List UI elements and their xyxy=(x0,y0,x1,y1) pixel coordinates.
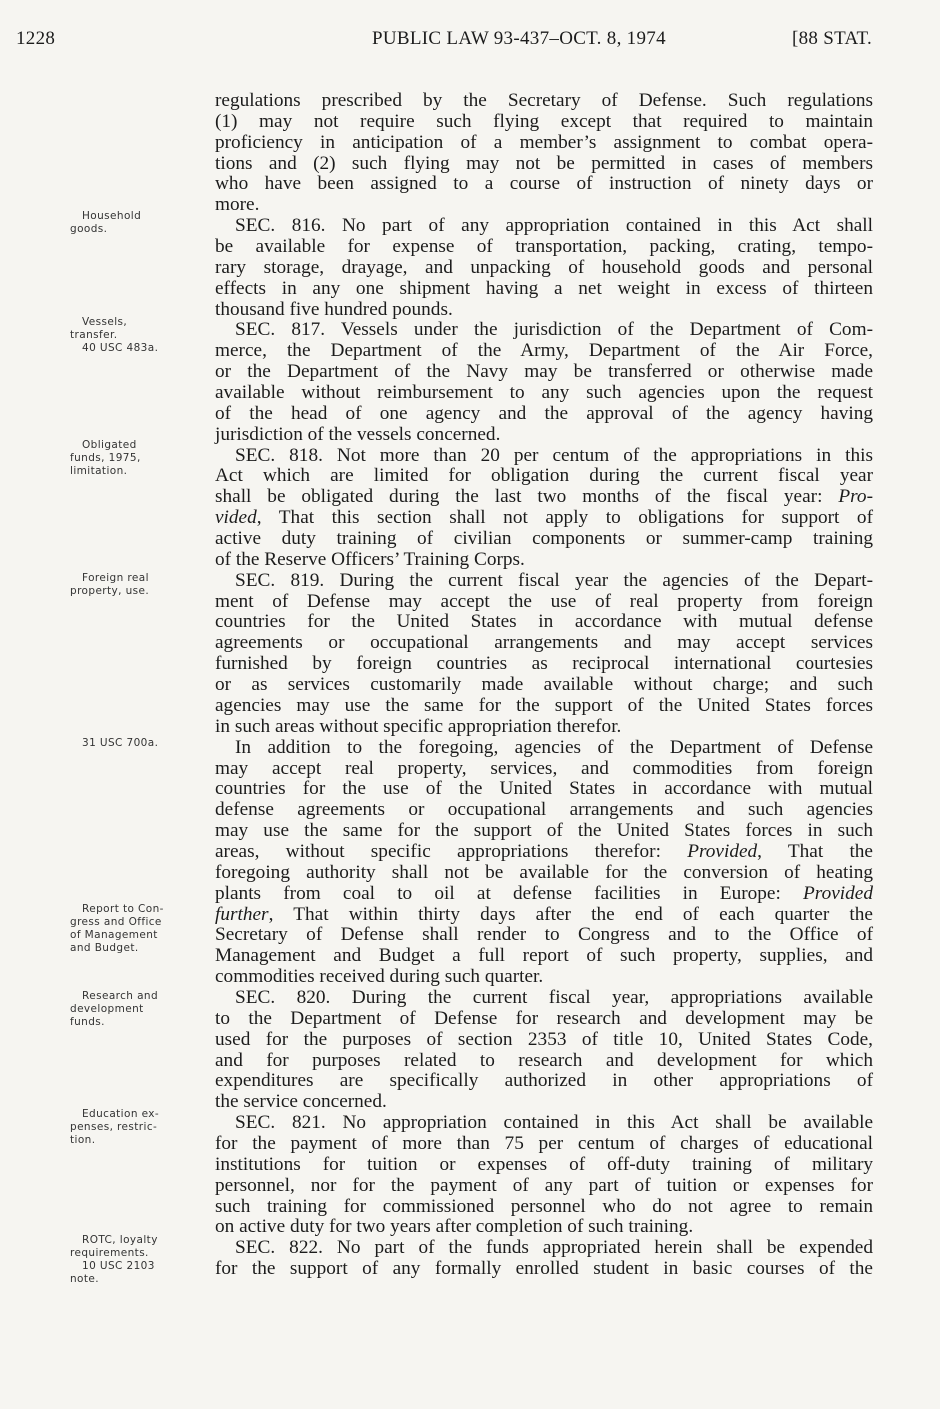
margin-note-line: and Budget. xyxy=(70,942,139,954)
text-segment: ment of Defense may accept the use of real property from foreign xyxy=(215,590,873,612)
margin-note-report-to-congress xyxy=(70,903,200,955)
text-line xyxy=(215,1197,873,1218)
margin-note-rotc-loyalty xyxy=(70,1234,200,1286)
text-line xyxy=(215,800,873,821)
text-segment: , That within thirty days after the end of each quarter the xyxy=(268,903,873,925)
margin-note-education-expenses xyxy=(70,1108,200,1147)
text-line xyxy=(215,592,873,613)
text-line xyxy=(215,446,873,467)
text-line xyxy=(215,696,873,717)
italic-text: Provided xyxy=(803,882,873,904)
text-line xyxy=(215,1009,873,1030)
text-segment: more. xyxy=(215,194,260,216)
text-line xyxy=(215,362,873,383)
text-segment: (1) may not require such flying except that required to maintain xyxy=(215,110,873,132)
text-line xyxy=(215,112,873,133)
margin-note-line: Education ex- xyxy=(82,1108,160,1120)
text-line xyxy=(215,508,873,529)
margin-note-household-goods xyxy=(70,210,200,236)
text-segment: foregoing authority shall not be available for the conversion of heating xyxy=(215,861,873,883)
text-line xyxy=(215,466,873,487)
text-segment: , That this section shall not apply to obligations for support of xyxy=(256,507,873,529)
text-segment: or as services customarily made available without charge; and such xyxy=(215,674,873,696)
text-segment: SEC. 822. No part of the funds appropriated herein shall be expended xyxy=(235,1237,873,1259)
text-line xyxy=(215,1155,873,1176)
text-line xyxy=(215,1217,873,1238)
text-segment: In addition to the foregoing, agencies of the Department of Defense xyxy=(235,736,873,758)
text-line xyxy=(215,341,873,362)
text-line xyxy=(215,967,873,988)
italic-text: vided xyxy=(215,507,257,529)
text-segment: jurisdiction of the vessels concerned. xyxy=(215,423,501,445)
text-segment: countries for the use of the United States in accordance with mutual xyxy=(215,778,873,800)
margin-note-line: gress and Office xyxy=(70,916,162,928)
text-segment: agencies may use the same for the support of the United States forces xyxy=(215,694,873,716)
margin-note-line: requirements. xyxy=(70,1247,149,1259)
text-line xyxy=(215,1176,873,1197)
text-line xyxy=(215,174,873,195)
text-line xyxy=(215,925,873,946)
text-segment: rary storage, drayage, and unpacking of household goods and personal xyxy=(215,256,873,278)
text-line xyxy=(215,279,873,300)
text-segment: the service concerned. xyxy=(215,1091,387,1113)
margin-note-foreign-real-property xyxy=(70,572,200,598)
text-line xyxy=(215,863,873,884)
text-line xyxy=(215,550,873,571)
text-line xyxy=(215,571,873,592)
text-segment: be available for expense of transportation, packing, crating, tempo- xyxy=(215,236,873,258)
text-line xyxy=(215,738,873,759)
text-segment: defense agreements or occupational arrangements and such agencies xyxy=(215,799,873,821)
text-line xyxy=(215,821,873,842)
text-line xyxy=(215,133,873,154)
margin-note-line: property, use. xyxy=(70,585,150,597)
text-segment: to the Department of Defense for research and development may be xyxy=(215,1007,873,1029)
text-line xyxy=(215,300,873,321)
text-line xyxy=(215,258,873,279)
margin-note-line: tion. xyxy=(70,1134,96,1146)
text-line xyxy=(215,675,873,696)
text-segment: tions and (2) such flying may not be permitted in cases of members xyxy=(215,152,873,174)
text-line xyxy=(215,633,873,654)
text-segment: areas, without specific appropriations therefor: xyxy=(215,840,688,862)
text-segment: used for the purposes of section 2353 of title 10, United States Code, xyxy=(215,1028,873,1050)
margin-note-line: ROTC, loyalty xyxy=(82,1234,158,1246)
margin-note-line: Report to Con- xyxy=(82,903,164,915)
text-line xyxy=(215,487,873,508)
margin-note-line: goods. xyxy=(70,223,108,235)
text-segment: SEC. 819. During the current fiscal year the agencies of the Depart- xyxy=(235,569,873,591)
text-line xyxy=(215,1113,873,1134)
text-line xyxy=(215,654,873,675)
margin-note-line: funds. xyxy=(70,1016,105,1028)
text-line xyxy=(215,1051,873,1072)
text-line xyxy=(215,425,873,446)
text-segment: personnel, nor for the payment of any part of tuition or expenses for xyxy=(215,1174,873,1196)
body-text xyxy=(215,91,873,1280)
text-line xyxy=(215,195,873,216)
text-line xyxy=(215,91,873,112)
text-segment: and for purposes related to research and development for which xyxy=(215,1049,873,1071)
margin-note-line: Vessels, xyxy=(82,316,128,328)
text-segment: SEC. 820. During the current fiscal year, appropriations available xyxy=(235,986,873,1008)
text-segment: SEC. 818. Not more than 20 per centum of the appropriations in this xyxy=(235,444,873,466)
margin-note-line: 40 USC 483a. xyxy=(82,342,159,354)
margin-note-obligated-funds xyxy=(70,439,200,478)
margin-note-line: 31 USC 700a. xyxy=(82,737,159,749)
text-segment: for the support of any formally enrolled student in basic courses of the xyxy=(215,1258,873,1280)
text-segment: who have been assigned to a course of instruction of ninety days or xyxy=(215,173,873,195)
text-line xyxy=(215,842,873,863)
margin-note-vessels-transfer xyxy=(70,316,200,355)
text-segment: proficiency in anticipation of a member’s assignment to combat opera- xyxy=(215,131,873,153)
margin-note-line: Foreign real xyxy=(82,572,149,584)
margin-note-line: Research and xyxy=(82,990,159,1002)
margin-note-line: funds, 1975, xyxy=(70,452,141,464)
text-segment: in such areas without specific appropriation therefor. xyxy=(215,715,622,737)
text-segment: such training for commissioned personnel who do not agree to remain xyxy=(215,1195,873,1217)
text-segment: merce, the Department of the Army, Department of the Air Force, xyxy=(215,340,873,362)
text-line xyxy=(215,1238,873,1259)
text-line xyxy=(215,946,873,967)
text-segment: available without reimbursement to any such agencies upon the request xyxy=(215,382,873,404)
text-segment: on active duty for two years after completion of such training. xyxy=(215,1216,694,1238)
statute-volume: [88 STAT. xyxy=(792,28,872,49)
text-segment: SEC. 817. Vessels under the jurisdiction of the Department of Com- xyxy=(235,319,873,341)
text-segment: furnished by foreign countries as reciprocal international courtesies xyxy=(215,653,873,675)
text-segment: effects in any one shipment having a net weight in excess of thirteen xyxy=(215,277,873,299)
text-segment: of the Reserve Officers’ Training Corps. xyxy=(215,548,525,570)
text-segment: regulations prescribed by the Secretary of Defense. Such regulations xyxy=(215,90,873,111)
margin-note-line: of Management xyxy=(70,929,158,941)
text-segment: may accept real property, services, and commodities from foreign xyxy=(215,757,873,779)
text-line xyxy=(215,1092,873,1113)
text-line xyxy=(215,1134,873,1155)
margin-note-line: Household xyxy=(82,210,142,222)
text-line xyxy=(215,320,873,341)
margin-note-line: penses, restric- xyxy=(70,1121,158,1133)
page-number: 1228 xyxy=(16,28,56,49)
text-line xyxy=(215,1071,873,1092)
text-line xyxy=(215,404,873,425)
margin-note-usc-700a xyxy=(70,737,200,750)
text-line xyxy=(215,779,873,800)
text-line xyxy=(215,1030,873,1051)
margin-note-line: development xyxy=(70,1003,144,1015)
text-line xyxy=(215,988,873,1009)
text-segment: commodities received during such quarter. xyxy=(215,966,544,988)
italic-text: Pro- xyxy=(838,486,873,508)
text-line xyxy=(215,1259,873,1280)
text-line xyxy=(215,237,873,258)
text-segment: shall be obligated during the last two months of the fiscal year: xyxy=(215,486,839,508)
text-segment: or the Department of the Navy may be transferred or otherwise made xyxy=(215,361,873,383)
italic-text: further xyxy=(215,903,269,925)
text-segment: expenditures are specifically authorized in other appropriations of xyxy=(215,1070,873,1092)
margin-note-line: 10 USC 2103 xyxy=(82,1260,155,1272)
text-line xyxy=(215,216,873,237)
text-line xyxy=(215,884,873,905)
margin-note-line: Obligated xyxy=(82,439,137,451)
text-segment: for the payment of more than 75 per centum of charges of educational xyxy=(215,1132,873,1154)
text-line xyxy=(215,717,873,738)
running-head: PUBLIC LAW 93-437–OCT. 8, 1974 xyxy=(372,28,666,49)
margin-note-research-development xyxy=(70,990,200,1029)
text-segment: may use the same for the support of the United States forces in such xyxy=(215,820,873,842)
text-line xyxy=(215,383,873,404)
text-line xyxy=(215,612,873,633)
text-line xyxy=(215,905,873,926)
margin-note-line: note. xyxy=(70,1273,99,1285)
text-segment: agreements or occupational arrangements and may accept services xyxy=(215,632,873,654)
margin-note-line: transfer. xyxy=(70,329,118,341)
text-segment: Act which are limited for obligation during the current fiscal year xyxy=(215,465,873,487)
text-segment: Management and Budget a full report of such property, supplies, and xyxy=(215,945,873,967)
text-segment: SEC. 821. No appropriation contained in this Act shall be available xyxy=(235,1112,873,1134)
margin-note-line: limitation. xyxy=(70,465,128,477)
text-segment: plants from coal to oil at defense facilities in Europe: xyxy=(215,882,804,904)
text-segment: , That the xyxy=(757,840,873,862)
text-segment: institutions for tuition or expenses of off-duty training of military xyxy=(215,1153,873,1175)
text-segment: SEC. 816. No part of any appropriation contained in this Act shall xyxy=(235,215,873,237)
italic-text: Provided xyxy=(687,840,758,862)
text-segment: countries for the United States in accordance with mutual defense xyxy=(215,611,873,633)
text-segment: Secretary of Defense shall render to Congress and to the Office of xyxy=(215,924,873,946)
text-segment: thousand five hundred pounds. xyxy=(215,298,453,320)
text-segment: of the head of one agency and the approval of the agency having xyxy=(215,402,873,424)
text-segment: active duty training of civilian components or summer-camp training xyxy=(215,528,873,550)
text-line xyxy=(215,529,873,550)
text-line xyxy=(215,759,873,780)
text-line xyxy=(215,154,873,175)
